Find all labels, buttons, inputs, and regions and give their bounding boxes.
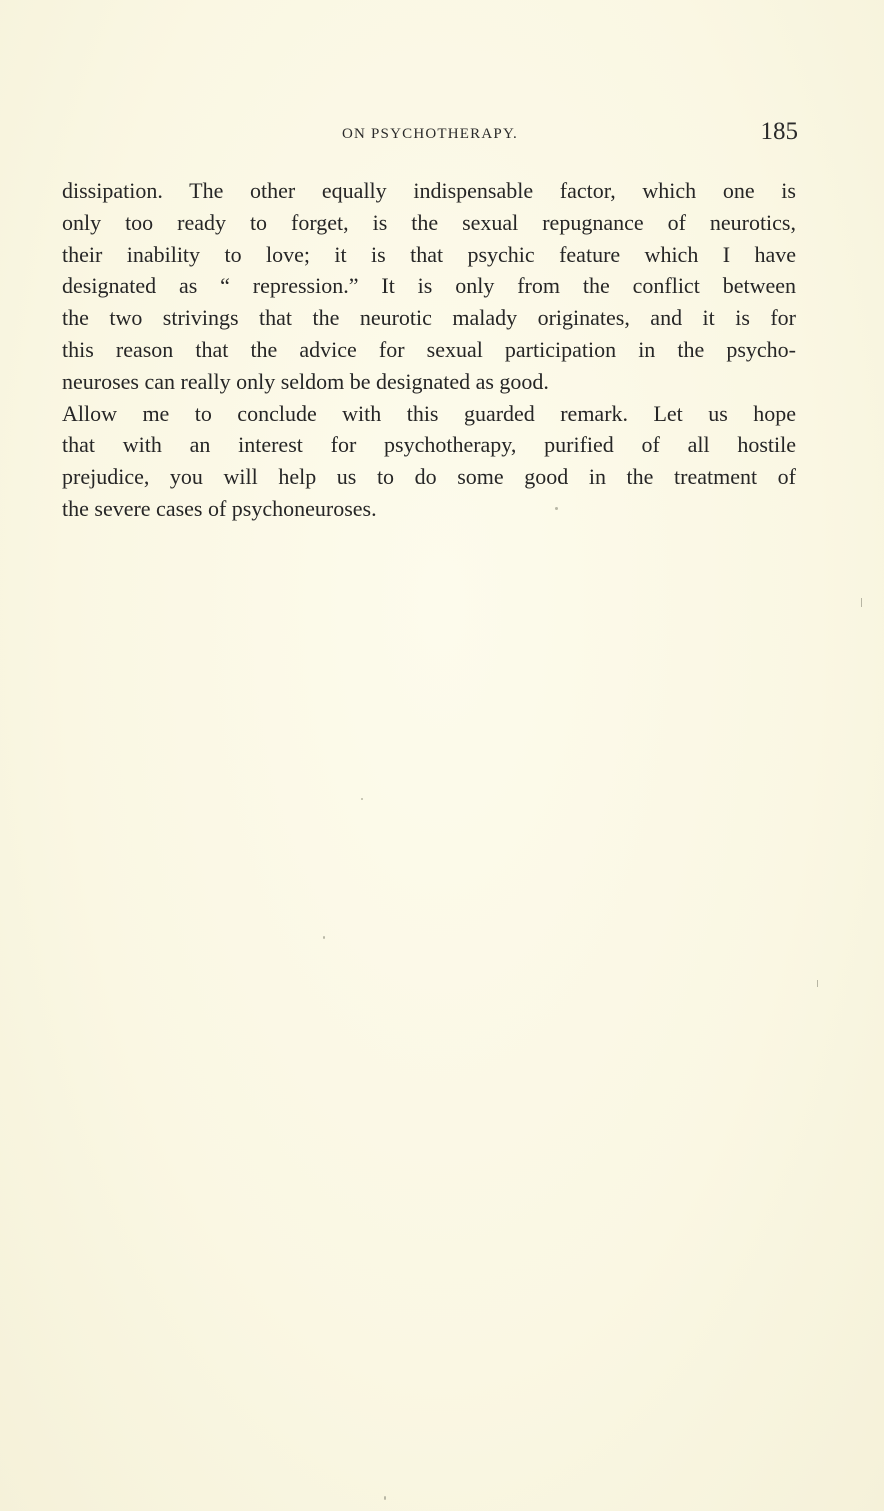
body-text [62,175,796,525]
text-line: prejudice, you will help us to do some good in the treatment of [62,464,796,490]
paragraph-2 [62,398,796,525]
paper-speck [384,1496,386,1500]
text-line: this reason that the advice for sexual participation in the psycho- [62,336,796,362]
page-number: 185 [760,118,798,145]
paper-speck [861,598,862,607]
running-title: ON PSYCHOTHERAPY. [342,126,518,142]
text-line: designated as “ repression.” It is only from the conflict between [62,273,796,299]
paper-speck [323,936,325,939]
paper-speck [817,980,818,987]
text-line: the severe cases of psychoneuroses. [62,495,377,521]
text-line: neuroses can really only seldom be designated as good. [62,368,549,394]
page-header [62,118,798,158]
paper-speck [555,507,558,510]
text-line: that with an interest for psychotherapy, purified of all hostile [62,432,796,458]
text-line: dissipation. The other equally indispensable factor, which one is [62,178,796,203]
paragraph-1 [62,175,796,398]
text-line: only too ready to forget, is the sexual repugnance of neurotics, [62,209,796,235]
text-line: their inability to love; it is that psychic feature which I have [62,241,796,267]
paper-speck [361,798,363,800]
text-line: Allow me to conclude with this guarded remark. Let us hope [62,400,796,426]
text-line: the two strivings that the neurotic malady originates, and it is for [62,305,796,331]
